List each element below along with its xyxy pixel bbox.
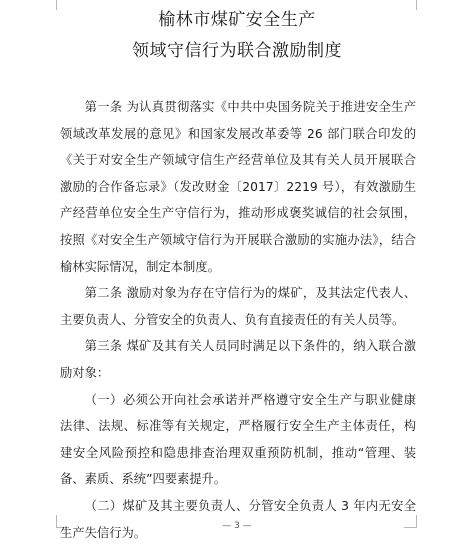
- article-3-item-2-paragraph: （二）煤矿及其主要负责人、分管安全负责人 3 年内无安全生产失信行为。: [60, 498, 416, 540]
- article-3-item-1-paragraph: （一）必须公开向社会承诺并严格遵守安全生产与职业健康法律、法规、标准等有关规定，严格履行安全生产主体责任，构建安全风险预控和隐患排查治理双重预防机制，推动“管理、装备、素质、系统”四要素提升。: [60, 392, 416, 487]
- document-title-line2: 领域守信行为联合激励制度: [132, 41, 342, 61]
- page-number: — 3 —: [222, 521, 252, 531]
- article-2-paragraph: 第二条 激励对象为存在守信行为的煤矿，及其法定代表人、主要负责人、分管安全的负责人、负有直接责任的有关人员等。: [60, 286, 416, 327]
- article-1-paragraph: 第一条 为认真贯彻落实《中共中央国务院关于推进安全生产领域改革发展的意见》和国家发展改革委等 26 部门联合印发的《关于对安全生产领域守信生产经营单位及其有关人员开展联合激励的合作备忘录》（发改财金〔2017〕2219 号），有效激励生产经营单位安全生产守信行为，推动形成褒奖诚信的社会氛围，按照《对安全生产领域守信行为开展联合激励的实施办法》，结合榆林实际情况，制定本制度。: [60, 100, 416, 274]
- article-3-paragraph: 第三条 煤矿及其有关人员同时满足以下条件的，纳入联合激励对象：: [60, 339, 416, 380]
- document-body: [60, 94, 416, 546]
- document-title-line1: 榆林市煤矿安全生产: [158, 10, 316, 30]
